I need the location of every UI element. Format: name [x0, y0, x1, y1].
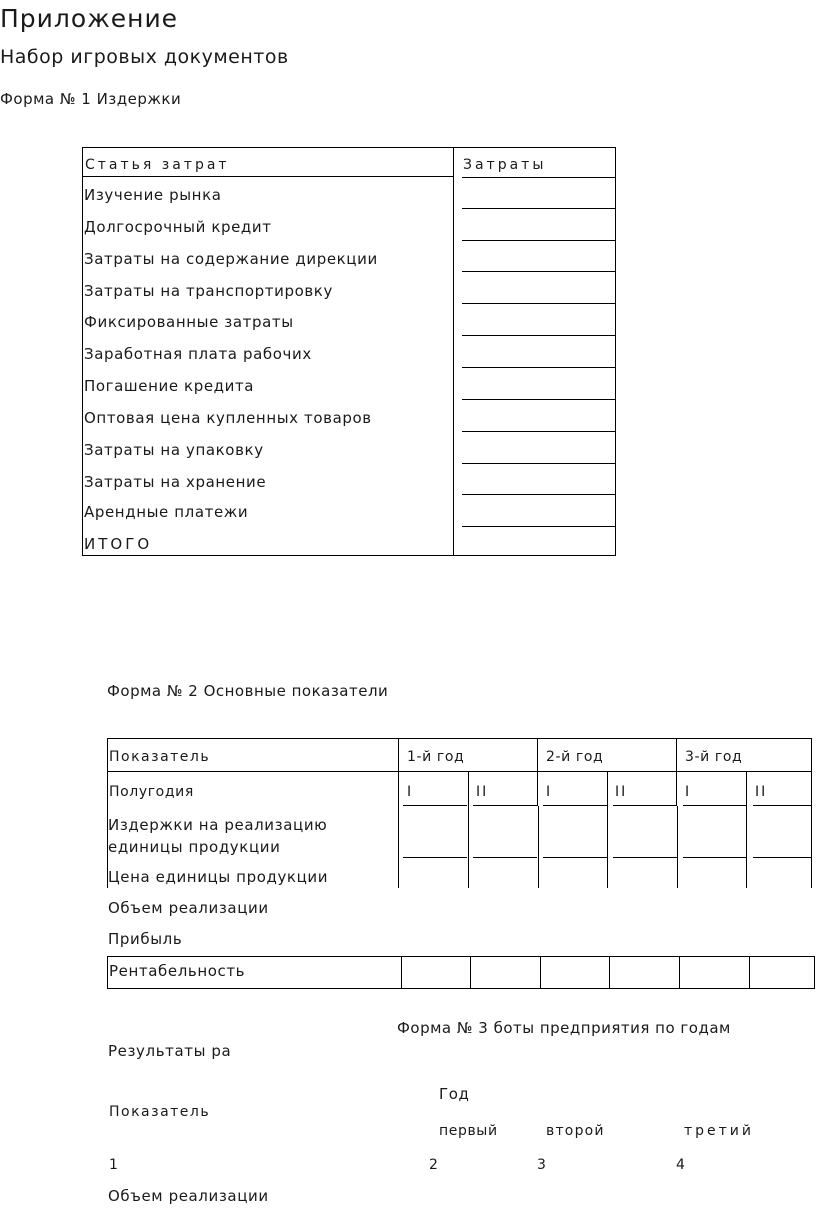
- form1-total-label: ИТОГО: [84, 535, 153, 553]
- form1-row-label: Оптовая цена купленных товаров: [84, 409, 372, 427]
- form2-row-label: Цена единицы продукции: [108, 868, 329, 886]
- page-title: Приложение: [0, 4, 179, 33]
- form2-row-label: Рентабельность: [109, 962, 246, 980]
- form1-row-label: Затраты на транспортировку: [84, 282, 333, 300]
- form2-row-label: единицы продукции: [108, 838, 281, 856]
- form2-row-label: Прибыль: [108, 930, 183, 948]
- form1-row-label: Заработная плата рабочих: [84, 345, 312, 363]
- form2-half-label: II: [755, 784, 768, 800]
- form2-half-label: I: [546, 784, 551, 800]
- form3-row-label: Объем реализации: [108, 1187, 269, 1205]
- form3-col-number: 1: [109, 1157, 119, 1173]
- form2-row-label: Объем реализации: [108, 899, 269, 917]
- form3-col-number: 2: [429, 1157, 439, 1173]
- form3-col-number: 3: [537, 1157, 547, 1173]
- form1-row-label: Долгосрочный кредит: [84, 218, 272, 236]
- form1-row-label: Изучение рынка: [84, 186, 222, 204]
- form2-half-label: I: [407, 784, 412, 800]
- form2-row-label: Издержки на реализацию: [108, 816, 328, 834]
- form2-col-indicator-header: Показатель: [109, 749, 211, 765]
- form2-half-label: II: [476, 784, 489, 800]
- form2-half-label: I: [685, 784, 690, 800]
- form3-title: Форма № 3 боты предприятия по годам: [397, 1019, 731, 1037]
- form2-year-header: 3-й год: [685, 749, 743, 765]
- form3-col-number: 4: [676, 1157, 686, 1173]
- form3-title-left: Результаты ра: [108, 1042, 232, 1060]
- form2-title: Форма № 2 Основные показатели: [107, 682, 389, 700]
- form2-year-header: 1-й год: [407, 749, 465, 765]
- form3-year-label: третий: [684, 1123, 755, 1139]
- form3-col-indicator: Показатель: [109, 1104, 211, 1120]
- form1-row-label: Затраты на содержание дирекции: [84, 250, 378, 268]
- page-subtitle: Набор игровых документов: [0, 46, 289, 68]
- form1-row-label: Арендные платежи: [84, 503, 249, 521]
- form1-row-label: Фиксированные затраты: [84, 313, 294, 331]
- form3-year-label: первый: [439, 1123, 498, 1139]
- form1-col-cost-header: Затраты: [463, 157, 547, 173]
- form1-row-label: Затраты на хранение: [84, 473, 267, 491]
- form1-col-item-header: Статья затрат: [85, 157, 230, 173]
- form2-half-label: II: [615, 784, 628, 800]
- form3-col-year: Год: [439, 1085, 470, 1103]
- form2-halfyear-label: Полугодия: [109, 784, 194, 800]
- form1-title: Форма № 1 Издержки: [0, 90, 182, 108]
- form1-row-label: Погашение кредита: [84, 377, 255, 395]
- form1-row-label: Затраты на упаковку: [84, 441, 264, 459]
- form2-year-header: 2-й год: [546, 749, 604, 765]
- form3-year-label: второй: [546, 1123, 605, 1139]
